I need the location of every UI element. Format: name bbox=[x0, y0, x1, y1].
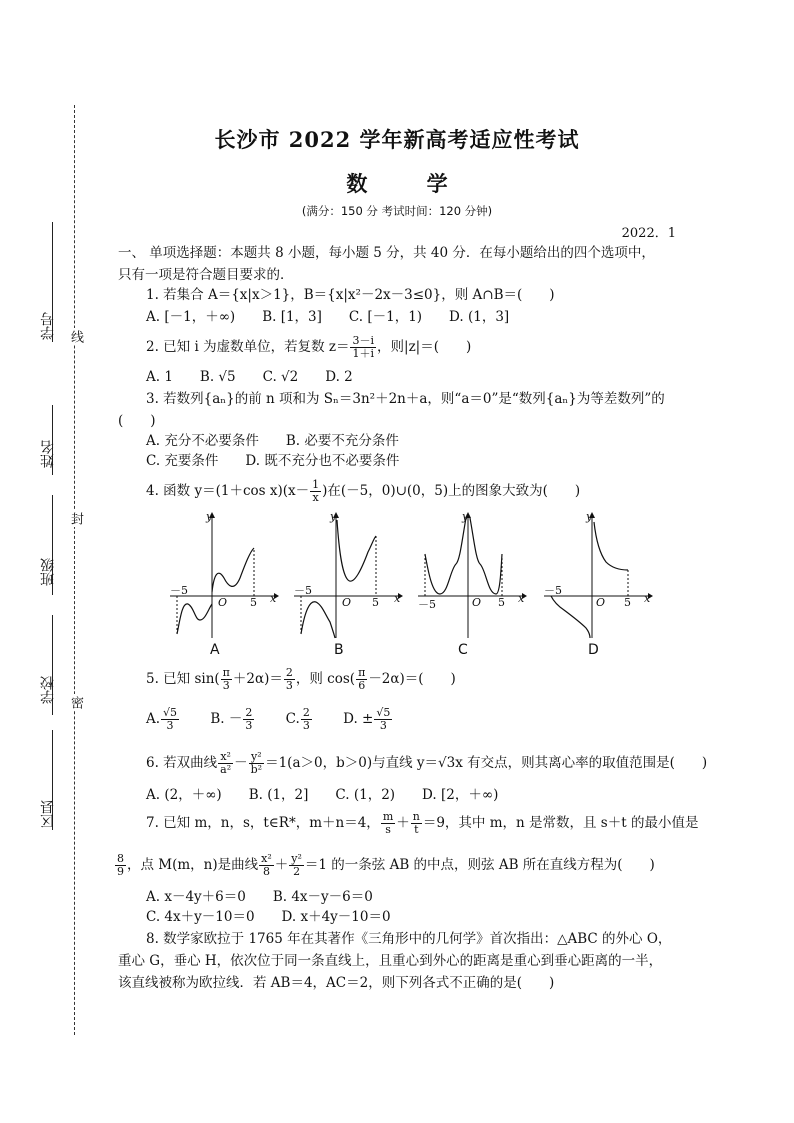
q4c-origin: O bbox=[472, 596, 482, 609]
q1-stem: 1. 若集合 A＝{x|x＞1}，B＝{x|x²－2x－3≤0}，则 A∩B＝( ) bbox=[146, 287, 555, 303]
q4-stem-a: 4. 函数 y＝(1＋cos x)(x－ bbox=[146, 483, 310, 499]
q5-f3-den: 6 bbox=[358, 679, 366, 692]
q4c-pos5: 5 bbox=[498, 596, 505, 609]
q5-opt-d-den: 3 bbox=[379, 719, 387, 732]
q6-options: A. (2，＋∞) B. (1，2] C. (1，2) D. [2，＋∞) bbox=[146, 787, 499, 803]
exam-title: 长沙市 2022 学年新高考适应性考试 bbox=[214, 127, 580, 152]
q2-options: A. 1 B. √5 C. √2 D. 2 bbox=[146, 369, 353, 385]
q7-f2-num: n bbox=[412, 810, 420, 823]
q4b-x-label: x bbox=[394, 592, 401, 605]
q7-frac2 bbox=[411, 811, 422, 836]
q6-frac1 bbox=[218, 751, 233, 776]
q4a-origin: O bbox=[218, 596, 228, 609]
q5-stem bbox=[146, 662, 456, 696]
q5-opt-d-num: √5 bbox=[376, 706, 391, 719]
q5-opt-c-num: 2 bbox=[302, 706, 310, 719]
school-label: 学校 bbox=[40, 676, 56, 704]
q7-stem-c: ，点 M(m，n)是曲线 bbox=[127, 857, 259, 873]
cut-word-xian: 线 bbox=[68, 330, 83, 343]
q5-frac3 bbox=[356, 667, 367, 692]
q7-frac5 bbox=[289, 853, 304, 878]
q5-opt-d-label: D. ± bbox=[343, 711, 374, 727]
exam-date: 2022．1 bbox=[621, 226, 676, 241]
q7-frac1 bbox=[381, 811, 395, 836]
cut-word-feng: 封 bbox=[68, 512, 83, 525]
q2-stem-a: 2. 已知 i 为虚数单位，若复数 z＝ bbox=[146, 339, 350, 355]
q4b-pos5: 5 bbox=[372, 596, 379, 609]
q5-opt-a-frac bbox=[161, 707, 179, 732]
q5-frac2 bbox=[284, 667, 295, 692]
q2-fraction bbox=[350, 335, 376, 360]
q4-graph-b[interactable] bbox=[292, 510, 404, 640]
q4-label-d: D bbox=[588, 642, 599, 658]
q4d-x-label: x bbox=[644, 592, 651, 605]
q2-frac-num: 3－i bbox=[352, 334, 375, 347]
q7-f3-num: 8 bbox=[117, 852, 124, 865]
q7-f4-num: x² bbox=[261, 852, 272, 865]
q7-frac3 bbox=[115, 853, 126, 878]
q5-opt-c-frac bbox=[301, 707, 312, 732]
q8-line3: 该直线被称为欧拉线．若 AB＝4，AC＝2，则下列各式不正确的是( ) bbox=[118, 975, 555, 991]
q5-opt-b-frac bbox=[243, 707, 254, 732]
district-label: 区县 bbox=[40, 800, 56, 828]
q4b-neg5: －5 bbox=[294, 584, 312, 597]
name-label: 姓名 bbox=[40, 440, 56, 468]
q4a-pos5: 5 bbox=[250, 596, 257, 609]
exam-meta: (满分：150 分 考试时间：120 分钟) bbox=[301, 204, 493, 218]
student-id-label: 学号 bbox=[40, 312, 56, 340]
q6-f1-num: x² bbox=[218, 751, 233, 764]
q5-opt-a-num: √5 bbox=[163, 706, 178, 719]
q7-options-cd: C. 4x＋y－10＝0 D. x＋4y－10＝0 bbox=[146, 909, 391, 925]
q5-opt-b-den: 3 bbox=[245, 719, 253, 732]
q4-graph-a[interactable] bbox=[168, 510, 280, 640]
q7-stem-d: ＝1 的一条弦 AB 的中点，则弦 AB 所在直线方程为( ) bbox=[304, 857, 655, 873]
q5-frac1 bbox=[221, 667, 232, 692]
q7-f5-num: y² bbox=[291, 852, 302, 865]
q7-stem-a: 7. 已知 m，n，s，t∈R*，m＋n＝4， bbox=[146, 815, 380, 831]
q7-plus2: ＋ bbox=[274, 857, 289, 873]
q7-plus: ＋ bbox=[396, 815, 410, 831]
q5-opt-d-frac bbox=[374, 707, 392, 732]
q4-label-a: A bbox=[210, 642, 220, 658]
q5-f2-num: 2 bbox=[285, 666, 293, 679]
q3-stem-paren: ( ) bbox=[118, 413, 156, 429]
q5-opt-a-label: A. bbox=[146, 711, 161, 727]
q4a-y-label: y bbox=[206, 510, 213, 523]
q5-f1-den: 3 bbox=[222, 679, 230, 692]
q4c-neg5: －5 bbox=[418, 598, 436, 611]
q4d-origin: O bbox=[596, 596, 606, 609]
q5-f1-num: π bbox=[222, 666, 230, 679]
q4c-y-label: y bbox=[462, 510, 469, 523]
section1-intro-line2: 只有一项是符合题目要求的． bbox=[118, 267, 294, 283]
q5-stem-b: ＋2α)＝ bbox=[232, 671, 283, 687]
q7-stem-line2 bbox=[114, 848, 655, 882]
binding-dashed-line bbox=[74, 105, 75, 1035]
q7-f5-den: 2 bbox=[293, 865, 301, 878]
q3-options-ab: A. 充分不必要条件 B. 必要不充分条件 bbox=[146, 433, 399, 449]
q4a-x-label: x bbox=[270, 592, 277, 605]
q4a-neg5: －5 bbox=[170, 584, 188, 597]
q6-f2-num: y² bbox=[249, 751, 264, 764]
section1-intro-line1: 一、 单项选择题：本题共 8 小题，每小题 5 分，共 40 分．在每小题给出的四个选项中， bbox=[118, 245, 655, 261]
q7-frac4 bbox=[259, 853, 274, 878]
q8-line2: 重心 G，垂心 H，依次位于同一条直线上，且重心到外心的距离是重心到垂心距离的一半， bbox=[118, 953, 663, 969]
q4-frac-den: x bbox=[312, 491, 319, 504]
q1-options: A. [－1，＋∞) B. [1，3] C. [－1，1) D. (1，3] bbox=[146, 309, 510, 325]
q4d-pos5: 5 bbox=[624, 596, 631, 609]
q4b-y-label: y bbox=[330, 510, 337, 523]
q4d-neg5: －5 bbox=[544, 584, 562, 597]
q5-opt-c-den: 3 bbox=[302, 719, 310, 732]
q4b-origin: O bbox=[342, 596, 352, 609]
q5-stem-d: －2α)＝( ) bbox=[368, 671, 456, 687]
q7-stem-line1 bbox=[146, 806, 698, 840]
q7-f3-den: 9 bbox=[117, 865, 124, 878]
q5-opt-c-label: C. bbox=[285, 711, 300, 727]
q5-opt-a-den: 3 bbox=[166, 719, 174, 732]
q7-f1-den: s bbox=[385, 823, 391, 836]
q8-line1: 8. 数学家欧拉于 1765 年在其著作《三角形中的几何学》首次指出：△ABC 的外心 O， bbox=[146, 931, 672, 947]
q4-label-b: B bbox=[334, 642, 344, 658]
q7-f4-den: 8 bbox=[262, 865, 270, 878]
q5-f3-num: π bbox=[358, 666, 366, 679]
cut-word-mi: 密 bbox=[68, 696, 83, 709]
q6-f2-den: b² bbox=[250, 763, 263, 776]
q3-stem: 3. 若数列{aₙ}的前 n 项和为 Sₙ＝3n²＋2n＋a，则“a＝0”是“数列{aₙ}为等差数列”的 bbox=[146, 391, 665, 407]
q4-frac-num: 1 bbox=[312, 478, 320, 491]
q4-stem-b: )在(－5，0)∪(0，5)上的图象大致为( ) bbox=[322, 483, 581, 499]
q4-graph-d[interactable] bbox=[542, 510, 654, 640]
q6-f1-den: a² bbox=[220, 763, 232, 776]
q6-stem-b: ＝1(a＞0，b＞0)与直线 y＝√3x 有交点，则其离心率的取值范围是( ) bbox=[265, 755, 708, 771]
q3-options-cd: C. 充要条件 D. 既不充分也不必要条件 bbox=[146, 453, 400, 469]
q2-stem-b: ，则|z|＝( ) bbox=[377, 339, 472, 355]
q4-graph-c[interactable] bbox=[416, 510, 528, 640]
q7-stem-b: ＝9，其中 m，n 是常数，且 s＋t 的最小值是 bbox=[422, 815, 699, 831]
q5-f2-den: 3 bbox=[285, 679, 293, 692]
q2-frac-den: 1＋i bbox=[352, 347, 375, 360]
q6-stem-a: 6. 若双曲线 bbox=[146, 755, 218, 771]
q5-opt-b-num: 2 bbox=[245, 706, 253, 719]
q6-minus: － bbox=[234, 755, 248, 771]
q4-fraction bbox=[310, 479, 321, 504]
q5-stem-a: 5. 已知 sin( bbox=[146, 671, 220, 687]
q7-f1-num: m bbox=[382, 810, 394, 823]
q7-f2-den: t bbox=[414, 823, 419, 836]
subject-title: 数 学 bbox=[346, 171, 474, 196]
q7-options-ab: A. x－4y＋6＝0 B. 4x－y－6＝0 bbox=[146, 889, 373, 905]
q5-stem-c: ，则 cos( bbox=[295, 671, 356, 687]
q5-opt-b-label: B. － bbox=[210, 711, 243, 727]
q6-frac2 bbox=[249, 751, 264, 776]
q4-label-c: C bbox=[458, 642, 468, 658]
q4-stem bbox=[146, 474, 580, 508]
q6-stem bbox=[146, 746, 707, 780]
q4d-y-label: y bbox=[586, 510, 593, 523]
q4c-x-label: x bbox=[518, 592, 525, 605]
q5-options bbox=[146, 702, 393, 736]
q2-stem bbox=[146, 330, 471, 364]
class-label: 班级 bbox=[40, 558, 56, 586]
